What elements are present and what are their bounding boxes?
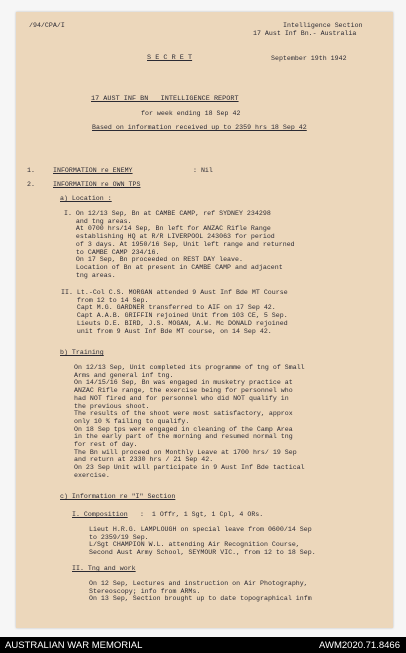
text-line: At 0700 hrs/14 Sep, Bn left for ANZAC Rifle Range	[64, 225, 271, 233]
training-work-para	[89, 580, 312, 603]
text-line: of 3 days. At 1950/16 Sep, Unit left range and returned	[64, 240, 295, 248]
text-line: Stereoscopy; info from ARMs.	[89, 587, 201, 595]
report-basis: Based on information received up to 2359 hrs 18 Sep 42	[92, 124, 307, 131]
text-line: The Bn will proceed on Monthly Leave at 1700 hrs/ 19 Sep	[74, 448, 297, 456]
document-page	[16, 12, 393, 628]
report-subtitle: for week ending 18 Sep 42	[141, 110, 241, 117]
text-line: Arms and general inf tng.	[74, 371, 174, 379]
text-line: Lieut H.R.G. LAMPLOUGH on special leave from 0600/14 Sep	[89, 526, 312, 533]
text-line: tng areas.	[64, 271, 116, 279]
section-1-heading: INFORMATION re ENEMY	[53, 167, 133, 174]
location-para-1	[64, 210, 295, 279]
location-para-2	[61, 289, 288, 335]
text-line: to CAMBE CAMP 234/16.	[64, 248, 160, 256]
text-line: unit from 9 Aust Inf Bde MT course, on 14 Sep 42.	[61, 327, 272, 335]
composition-heading: I. Composition	[72, 511, 128, 518]
composition-para	[89, 526, 316, 557]
text-line: L/Sgt CHAMPION W.L. attending Air Recognition Course,	[89, 541, 300, 549]
text-line: On 23 Sep Unit will participate in 9 Aust Inf Bde tactical	[74, 464, 305, 472]
text-line: for rest of day.	[74, 441, 138, 449]
org-line-2: 17 Aust Inf Bn.- Australia	[253, 30, 357, 37]
section-2-heading: INFORMATION re OWN TPS	[53, 181, 141, 188]
text-line: I. On 12/13 Sep, Bn at CAMBE CAMP, ref SYDNEY 234298	[64, 210, 271, 217]
classification: S E C R E T	[147, 54, 193, 62]
text-line: On 17 Sep, Bn proceeded on REST DAY leave.	[64, 256, 243, 264]
text-line: from 12 to 14 Sep.	[61, 296, 149, 304]
composition-value: : 1 Offr, 1 Sgt, 1 Cpl, 4 ORs.	[136, 511, 264, 518]
text-line: establishing HQ at R/R LIVERPOOL 243063 for period	[64, 233, 275, 241]
subsection-b-heading: b) Training	[60, 349, 104, 356]
text-line: Second Aust Army School, SEYMOUR VIC., from 12 to 18 Sep.	[89, 549, 316, 557]
text-line: had NOT fired and for personnel who did NOT qualify in	[74, 394, 289, 402]
section-2-number: 2.	[27, 181, 35, 188]
text-line: The results of the shoot were most satisfactory, approx	[74, 410, 293, 418]
text-line: On 18 Sep tps were engaged in cleaning of the Camp Area	[74, 425, 293, 433]
subsection-c-heading: c) Information re "I" Section	[60, 493, 176, 500]
file-reference: /94/CPA/I	[29, 22, 65, 29]
text-line: exercise.	[74, 471, 110, 479]
report-date: September 19th 1942	[271, 55, 347, 62]
accession-number: AWM2020.71.8466	[319, 640, 400, 651]
section-1-value: : Nil	[193, 167, 213, 174]
text-line: Lieuts D.E. BIRD, J.S. MOGAN, A.W. Mc DONALD rejoined	[61, 319, 288, 327]
text-line: On 13 Sep, Section brought up to date topographical infm	[89, 595, 312, 603]
text-line: only 10 % failing to qualify.	[74, 417, 190, 425]
archive-footer	[0, 637, 406, 653]
org-line-1: Intelligence Section	[283, 22, 363, 29]
text-line: Capt A.A.B. GRIFFIN rejoined Unit from 103 CE, 5 Sep.	[61, 312, 288, 320]
section-1-number: 1.	[27, 167, 35, 174]
training-work-heading: II. Tng and work	[72, 565, 136, 572]
text-line: in the early part of the morning and resumed normal tng	[74, 433, 293, 441]
subsection-a-heading: a) Location :	[60, 195, 112, 202]
text-line: ANZAC Rifle range, the exercise being for personnel who	[74, 387, 293, 395]
report-title: 17 AUST INF BN INTELLIGENCE REPORT	[91, 95, 239, 103]
text-line: and return at 2330 hrs / 21 Sep 42.	[74, 456, 214, 464]
text-line: to 2359/19 Sep.	[89, 533, 149, 541]
text-line: II. Lt.-Col C.S. MORGAN attended 9 Aust Inf Bde MT Course	[61, 289, 288, 296]
archive-name: AUSTRALIAN WAR MEMORIAL	[5, 640, 143, 651]
text-line: and tng areas.	[64, 217, 132, 225]
text-line: On 12/13 Sep, Unit completed its programme of tng of Small	[74, 364, 305, 371]
text-line: On 14/15/16 Sep, Bn was engaged in musketry practice at	[74, 379, 293, 387]
text-line: Location of Bn at present in CAMBE CAMP and adjacent	[64, 263, 283, 271]
text-line: On 12 Sep, Lectures and instruction on Air Photography,	[89, 580, 308, 587]
text-line: Capt M.G. GARDNER transferred to AIF on 17 Sep 42.	[61, 304, 276, 312]
training-para	[74, 364, 305, 480]
text-line: the previous shoot.	[74, 402, 150, 410]
